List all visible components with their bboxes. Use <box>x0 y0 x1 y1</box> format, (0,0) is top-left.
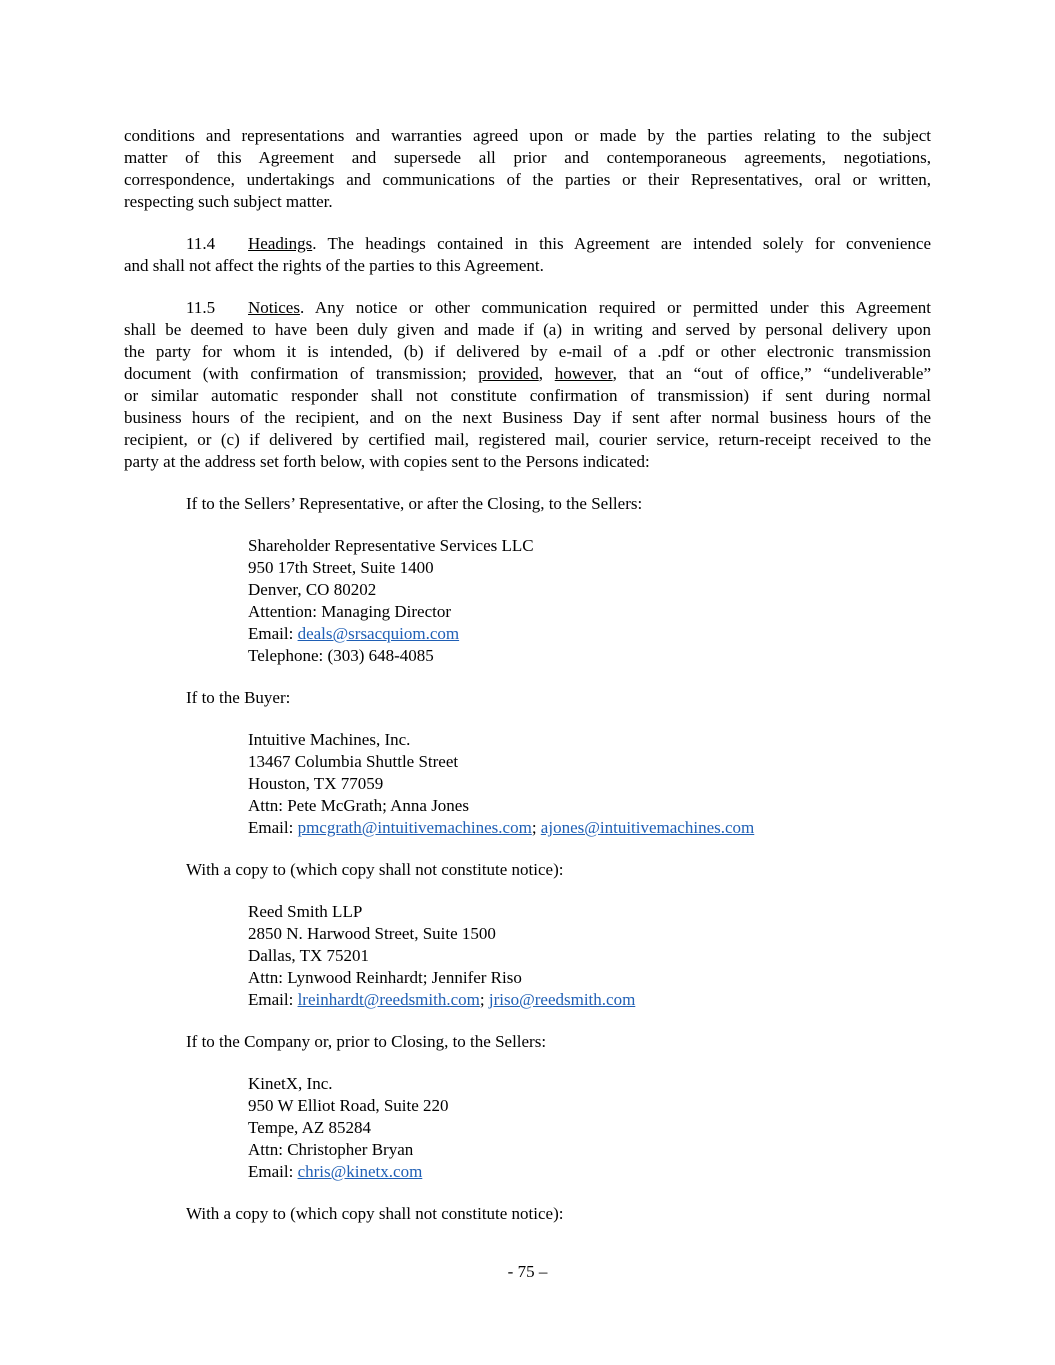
address-line: 950 W Elliot Road, Suite 220 <box>248 1096 449 1115</box>
address-line: Intuitive Machines, Inc. <box>248 730 411 749</box>
section-11-5-line-5: or similar automatic responder shall not constitute confirmation of transmission) if sent during normal <box>124 386 931 405</box>
address-block-kinetx <box>124 1073 931 1183</box>
notice-label-copy-to: With a copy to (which copy shall not constitute notice): <box>186 860 564 879</box>
intro-paragraph <box>124 125 931 213</box>
email-label: Email: <box>248 624 298 643</box>
address-line: Attn: Pete McGrath; Anna Jones <box>248 796 469 815</box>
email-link[interactable]: jriso@reedsmith.com <box>488 990 636 1009</box>
email-separator: ; <box>479 990 489 1009</box>
email-link[interactable]: deals@srsacquiom.com <box>297 624 460 643</box>
email-label: Email: <box>248 990 298 1009</box>
section-11-4-line-1 <box>124 233 931 255</box>
email-link[interactable]: pmcgrath@intuitivemachines.com <box>297 818 532 837</box>
address-line: Dallas, TX 75201 <box>248 946 370 965</box>
section-11-4 <box>124 233 931 277</box>
address-line: 950 17th Street, Suite 1400 <box>248 558 434 577</box>
email-line <box>248 817 931 839</box>
address-line: Reed Smith LLP <box>248 902 363 921</box>
section-text: , <box>538 364 555 383</box>
address-line: KinetX, Inc. <box>248 1074 333 1093</box>
notice-label-sellers-representative: If to the Sellers’ Representative, or after the Closing, to the Sellers: <box>186 494 643 513</box>
address-line: Attention: Managing Director <box>248 602 452 621</box>
section-11-5-line-1 <box>124 297 931 319</box>
page-number: - 75 – <box>507 1262 548 1281</box>
section-11-5-line-3: the party for whom it is intended, (b) if delivered by e-mail of a .pdf or other electronic transmission <box>124 342 931 361</box>
address-line: Attn: Christopher Bryan <box>248 1140 414 1159</box>
section-11-5-line-8: party at the address set forth below, with copies sent to the Persons indicated: <box>124 452 650 471</box>
notice-label-copy-to-final: With a copy to (which copy shall not constitute notice): <box>186 1204 564 1223</box>
intro-line-4: respecting such subject matter. <box>124 192 333 211</box>
telephone-line: Telephone: (303) 648-4085 <box>248 646 434 665</box>
address-block-srs <box>124 535 931 667</box>
emphasis-provided: provided <box>478 364 539 383</box>
section-number: 11.4 <box>186 234 216 253</box>
address-line: Attn: Lynwood Reinhardt; Jennifer Riso <box>248 968 522 987</box>
address-block-reed-smith <box>124 901 931 1011</box>
email-label: Email: <box>248 818 298 837</box>
section-11-4-line-2: and shall not affect the rights of the parties to this Agreement. <box>124 256 544 275</box>
email-separator: ; <box>531 818 541 837</box>
section-text: . The headings contained in this Agreement are intended solely for convenience <box>312 234 931 253</box>
address-line: Houston, TX 77059 <box>248 774 384 793</box>
section-text: document (with confirmation of transmission; <box>124 364 479 383</box>
document-body <box>124 125 931 1225</box>
address-line: 2850 N. Harwood Street, Suite 1500 <box>248 924 496 943</box>
email-link[interactable]: lreinhardt@reedsmith.com <box>297 990 480 1009</box>
email-line <box>248 989 931 1011</box>
section-text: , that an “out of office,” “undeliverable” <box>612 364 932 383</box>
address-line: 13467 Columbia Shuttle Street <box>248 752 459 771</box>
notice-label-company: If to the Company or, prior to Closing, to the Sellers: <box>186 1032 547 1051</box>
notice-label-buyer: If to the Buyer: <box>186 688 291 707</box>
email-label: Email: <box>248 1162 298 1181</box>
section-11-5-line-6: business hours of the recipient, and on the next Business Day if sent after normal business hours of the <box>124 408 931 427</box>
email-link[interactable]: ajones@intuitivemachines.com <box>540 818 755 837</box>
section-11-5-line-4 <box>124 363 931 385</box>
address-line: Denver, CO 80202 <box>248 580 377 599</box>
section-text: . Any notice or other communication required or permitted under this Agreement <box>299 298 931 317</box>
address-block-buyer <box>124 729 931 839</box>
section-heading: Headings <box>248 234 313 253</box>
section-11-5-line-7: recipient, or (c) if delivered by certified mail, registered mail, courier service, return-receipt received to the <box>124 430 931 449</box>
email-line <box>248 1161 931 1183</box>
intro-line-2: matter of this Agreement and supersede all prior and contemporaneous agreements, negotiations, <box>124 148 931 167</box>
section-number: 11.5 <box>186 298 216 317</box>
email-line <box>248 623 931 645</box>
intro-line-1: conditions and representations and warranties agreed upon or made by the parties relating to the subject <box>124 126 931 145</box>
section-heading: Notices <box>248 298 300 317</box>
intro-line-3: correspondence, undertakings and communications of the parties or their Representatives, oral or written, <box>124 170 931 189</box>
address-line: Shareholder Representative Services LLC <box>248 536 534 555</box>
section-11-5-line-2: shall be deemed to have been duly given and made if (a) in writing and served by personal delivery upon <box>124 320 931 339</box>
address-line: Tempe, AZ 85284 <box>248 1118 371 1137</box>
section-11-5 <box>124 297 931 473</box>
emphasis-however: however <box>554 364 613 383</box>
email-link[interactable]: chris@kinetx.com <box>297 1162 423 1181</box>
